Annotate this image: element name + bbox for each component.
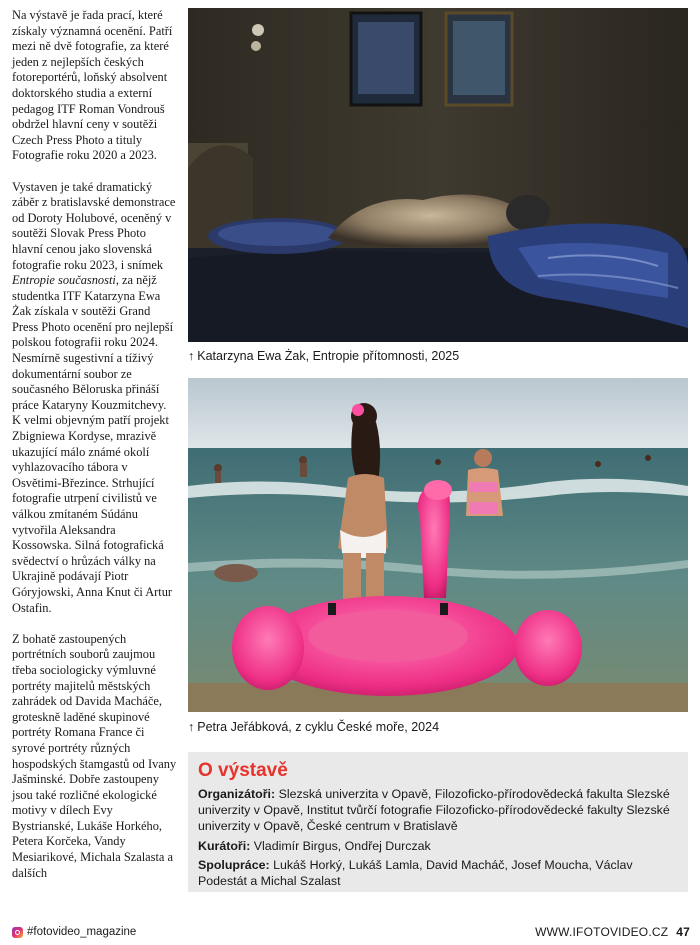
footer-social[interactable] bbox=[12, 926, 136, 938]
photo-ceske-more-caption bbox=[188, 720, 688, 734]
photo-entropie bbox=[188, 8, 688, 342]
article-text-column bbox=[12, 8, 177, 897]
article-paragraph-1 bbox=[12, 8, 177, 164]
paragraph-2-text-b: , za nějž studentka ITF Katarzyna Ewa Żak získala v soutěži Grand Press Photo ocenění pro nejlepší polskou fotografii roku 2024. Nesmírně sugestivní a tíživý dokumentární soubor ze současného Běloruska přináší práce Kataryny Kouzmitchevy. K velmi objevným patří projekt Zbigniewa Kordyse, mrazivě ukazující málo známé okolí vyhlazovacího tábora v Osvětimi-Březince. Strhující fotografie utrpení civilistů ve válkou zmítaném Súdánu vytvořila Aleksandra Kossowska. Silná fotografická svědectví o hrůzách války na Ukrajině podávají Piotr Góryjowski, Anna Knut či Artur Ostafin. bbox=[12, 273, 174, 615]
curators-label: Kurátoři: bbox=[198, 838, 251, 853]
footer-site bbox=[535, 925, 690, 939]
footer-social-handle: #fotovideo_magazine bbox=[27, 926, 137, 938]
organizers-row bbox=[198, 786, 678, 835]
article-paragraph-2 bbox=[12, 180, 177, 617]
photo-entropie-image bbox=[188, 8, 688, 342]
footer-website-link[interactable]: WWW.IFOTOVIDEO.CZ bbox=[535, 925, 669, 939]
cooperation-label: Spolupráce: bbox=[198, 857, 270, 872]
arrow-up-icon: ↑ bbox=[188, 720, 195, 734]
article-paragraph-3 bbox=[12, 632, 177, 882]
organizers-label: Organizátoři: bbox=[198, 787, 276, 801]
cooperation-row bbox=[198, 857, 678, 889]
caption-2-text: Petra Jeřábková, z cyklu České moře, 2024 bbox=[197, 720, 440, 734]
photo-ceske-more-image bbox=[188, 378, 688, 712]
instagram-icon bbox=[12, 927, 23, 938]
info-box-title: O výstavě bbox=[198, 760, 288, 781]
paragraph-2-work-title: Entropie současnosti bbox=[12, 273, 116, 288]
exhibition-info-box bbox=[188, 752, 688, 892]
curators-value: Vladimír Birgus, Ondřej Durczak bbox=[253, 838, 431, 853]
page-number: 47 bbox=[676, 925, 690, 939]
caption-1-text: Katarzyna Ewa Żak, Entropie přítomnosti, 2025 bbox=[197, 349, 460, 363]
paragraph-3-text: Z bohatě zastoupených portrétních souborů zaujmou třeba sociologicky výmluvné portréty majitelů městských zahrádek od Davida Macháče, groteskně laděné skupinové portréty Romana France či syrové portréty různých hospodských štamgastů od Ivany Jašminské. Dobře zastoupeny jsou také rozličné ekologické motivy v dílech Evy Bystrianské, Lukáše Horkého, Petera Korčeka, Vandy Mesiarikové, Michala Szalasta a dalších bbox=[12, 631, 177, 880]
photo-entropie-caption bbox=[188, 349, 688, 363]
arrow-up-icon: ↑ bbox=[188, 349, 195, 363]
organizers-value: Slezská univerzita v Opavě, Filozoficko-přírodovědecká fakulta Slezské univerzity v Opavě, Institut tvůrčí fotografie Filozoficko-přírodovědecké fakulty Slezské univerzity v Opavě, České centrum v Bratislavě bbox=[198, 787, 670, 834]
paragraph-2-text-a: Vystaven je také dramatický záběr z bratislavské demonstrace od Doroty Holubové, oceněný v soutěži Slovak Press Photo hlavní cenou jako slovenská fotografie roku 2023, i snímek bbox=[12, 179, 176, 272]
cooperation-value: Lukáš Horký, Lukáš Lamla, David Macháč, Josef Moucha, Václav Podestát a Michal Szalast bbox=[198, 857, 633, 889]
paragraph-1-text: Na výstavě je řada prací, které získaly významná ocenění. Patří mezi ně dvě fotografie, za které jeden z nejlepších českých fotoreportérů, loňský absolvent doktorského studia a externí pedagog ITF Roman Vondrouš obdržel hlavní ceny v soutěži Czech Press Photo a tituly Fotografie roku 2020 a 2023. bbox=[12, 8, 173, 163]
curators-row bbox=[198, 838, 678, 854]
photo-ceske-more bbox=[188, 378, 688, 712]
